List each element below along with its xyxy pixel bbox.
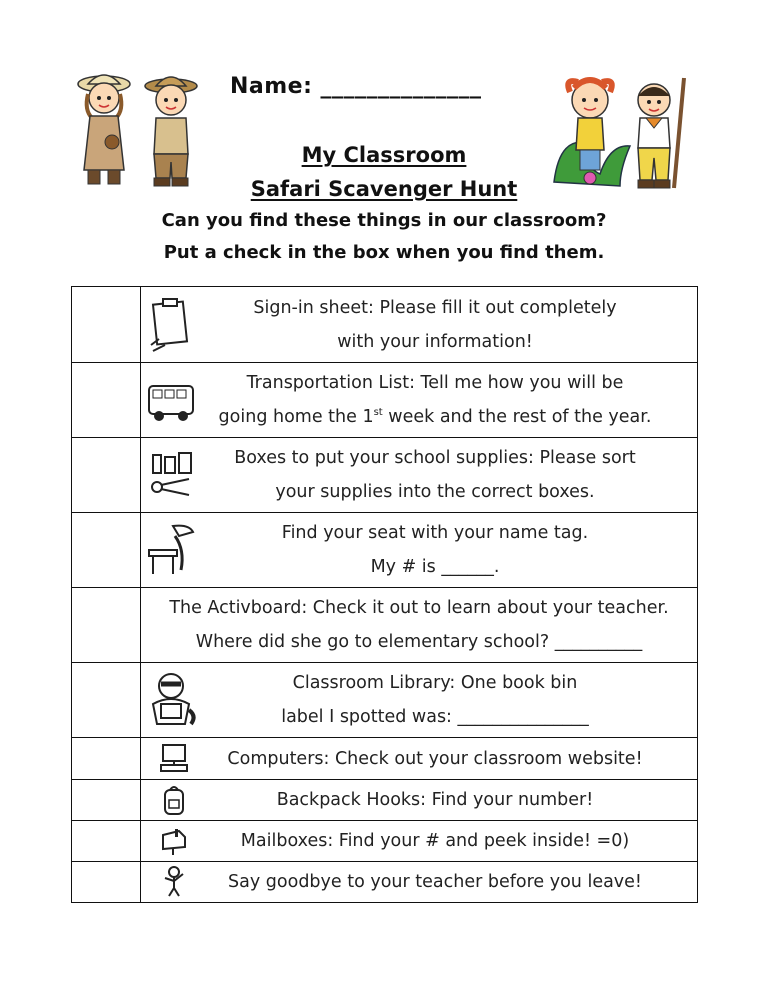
item-text: Say goodbye to your teacher before you leave! <box>228 872 642 892</box>
item-text-line1: Classroom Library: One book bin <box>292 673 578 693</box>
checklist-row <box>72 663 698 738</box>
backpack-icon <box>159 784 189 816</box>
mailbox-icon <box>159 825 189 857</box>
check-box[interactable] <box>72 663 141 738</box>
checklist-row <box>72 738 698 780</box>
checklist-row <box>72 513 698 588</box>
checklist-row <box>72 588 698 663</box>
computer-icon <box>159 743 189 775</box>
name-field-label: Name: ______________ <box>230 74 482 99</box>
check-box[interactable] <box>72 287 141 363</box>
item-text-line2: with your information! <box>337 331 533 352</box>
check-box[interactable] <box>72 862 141 903</box>
check-box[interactable] <box>72 363 141 438</box>
checklist-row <box>72 780 698 821</box>
safari-kids-right-illustration <box>550 74 700 192</box>
school-bus-icon <box>145 370 197 430</box>
worksheet-title-line1: My Classroom <box>301 143 467 167</box>
item-text-line1: Transportation List: Tell me how you will be <box>246 373 624 393</box>
item-text-line2: My # is ______. <box>370 557 500 577</box>
item-text-line2: your supplies into the correct boxes. <box>275 482 595 502</box>
clipboard-icon <box>145 295 197 355</box>
checklist-row <box>72 438 698 513</box>
worksheet-title-line2: Safari Scavenger Hunt <box>250 177 518 201</box>
item-text: Computers: Check out your classroom website! <box>227 748 643 769</box>
item-text: Backpack Hooks: Find your number! <box>276 790 594 810</box>
item-text-line1: Sign-in sheet: Please fill it out completely <box>253 297 617 318</box>
check-box[interactable] <box>72 780 141 821</box>
check-box[interactable] <box>72 738 141 780</box>
item-text-line1: The Activboard: Check it out to learn about your teacher. <box>169 598 669 618</box>
scavenger-hunt-checklist <box>71 286 698 903</box>
check-box[interactable] <box>72 438 141 513</box>
check-box[interactable] <box>72 588 141 663</box>
item-text-line2: label I spotted was: _______________ <box>281 707 589 727</box>
waving-kid-icon <box>159 866 189 898</box>
alligator-at-desk-icon <box>145 520 197 580</box>
checklist-row <box>72 821 698 862</box>
safari-kids-left-illustration <box>74 70 204 190</box>
checklist-row <box>72 862 698 903</box>
worksheet-header <box>0 0 768 280</box>
check-box[interactable] <box>72 513 141 588</box>
instructions-line1: Can you find these things in our classroom? <box>161 210 607 231</box>
item-text-line2: Where did she go to elementary school? __________ <box>195 632 643 652</box>
item-text-line1: Boxes to put your school supplies: Please sort <box>234 448 636 468</box>
check-box[interactable] <box>72 821 141 862</box>
raccoon-reading-icon <box>145 670 197 730</box>
instructions-line2: Put a check in the box when you find them. <box>163 242 605 263</box>
item-text: Mailboxes: Find your # and peek inside! =0) <box>240 831 630 851</box>
checklist-row <box>72 287 698 363</box>
item-text-line1: Find your seat with your name tag. <box>281 523 589 543</box>
item-text-line2: going home the 1st week and the rest of the year. <box>218 407 652 427</box>
checklist-row <box>72 363 698 438</box>
school-supplies-icon <box>145 445 197 505</box>
